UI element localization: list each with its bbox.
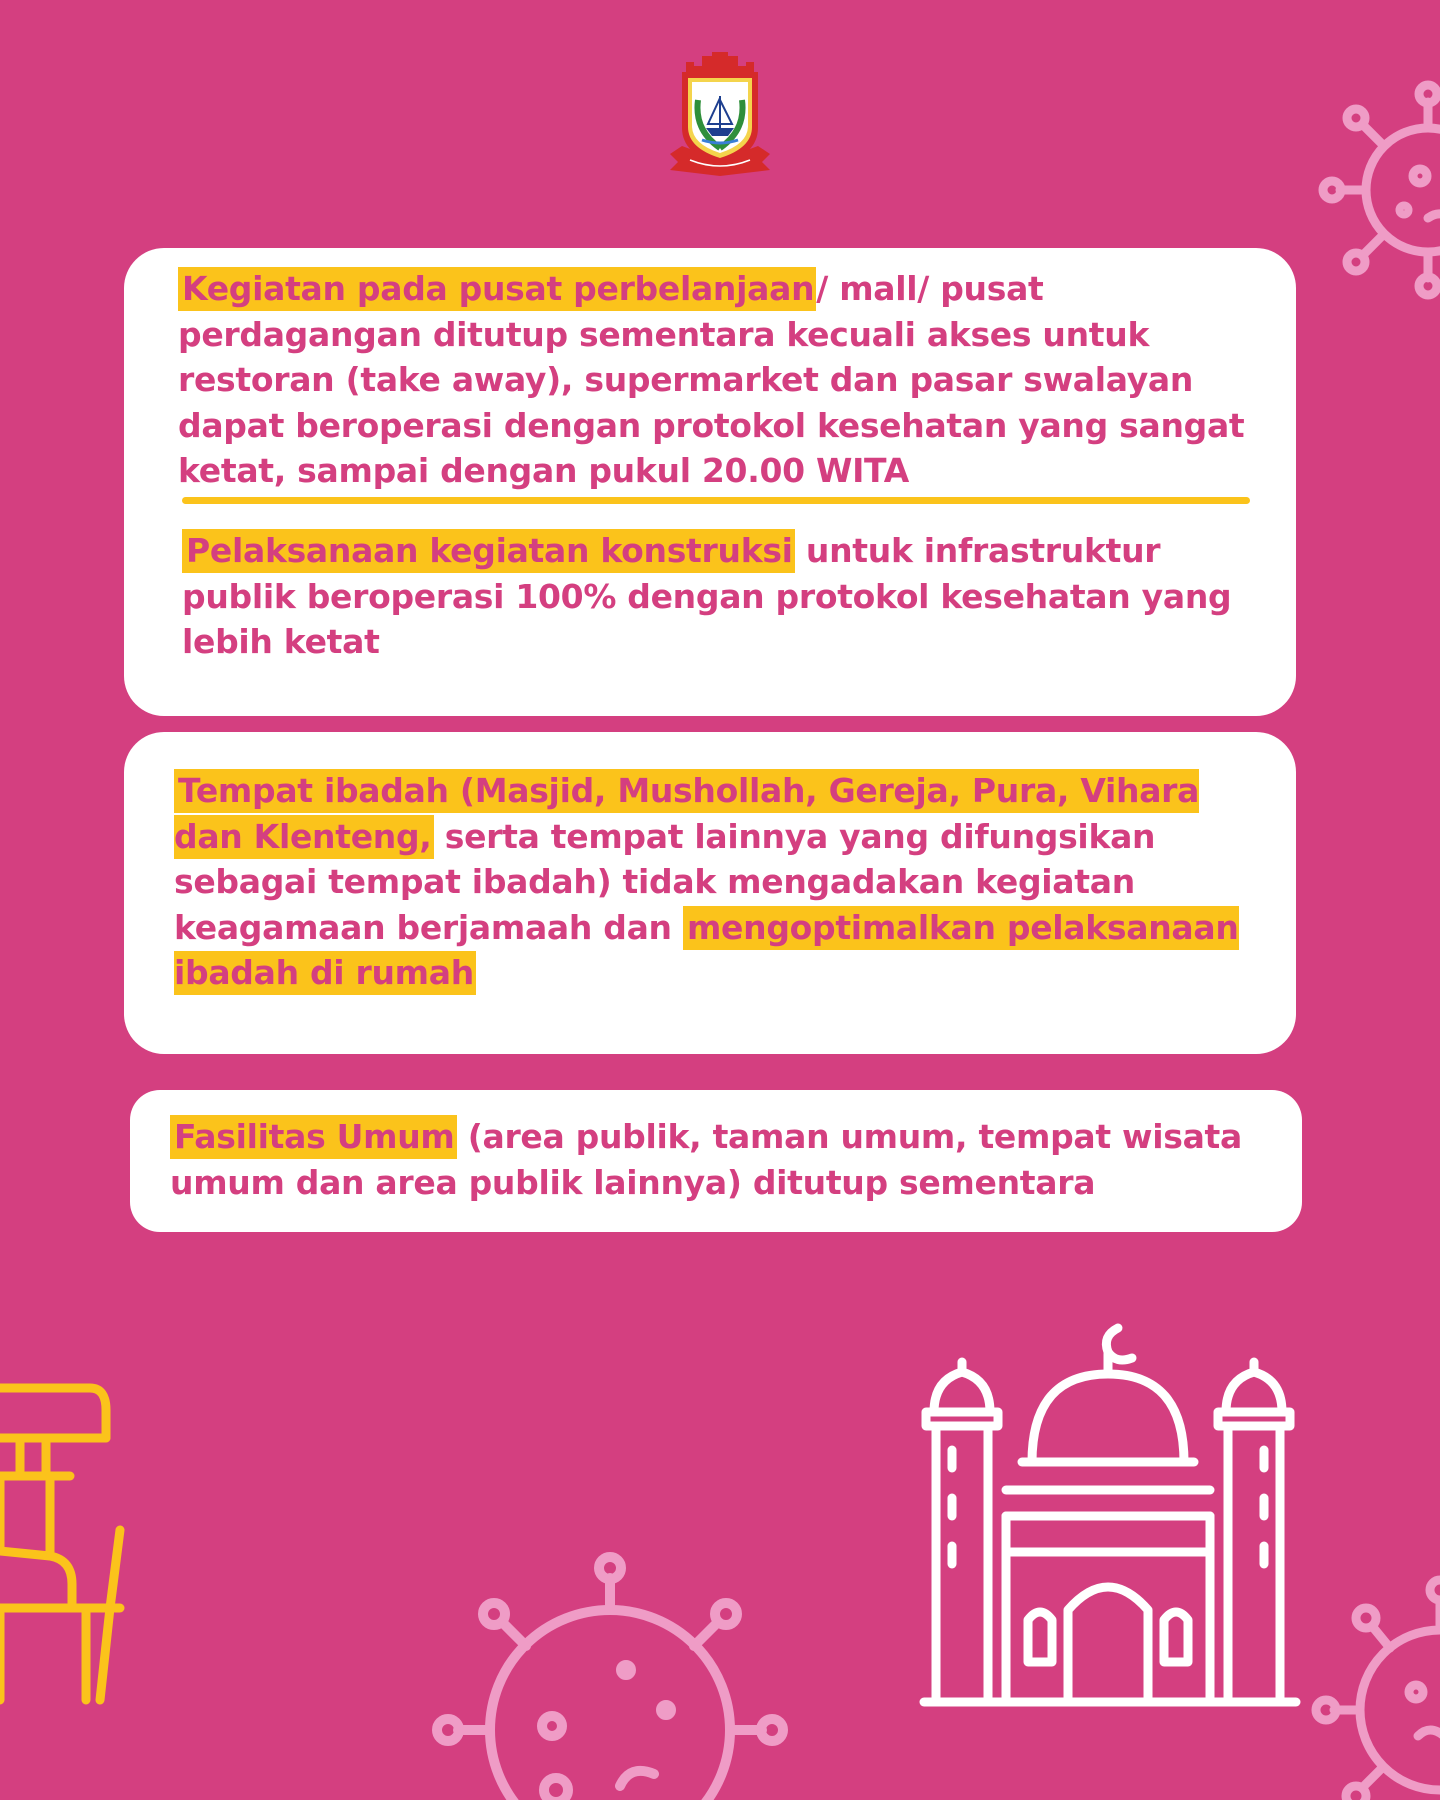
worship-text: serta tempat lainnya yang difungsikan sebagai tempat ibadah) tidak mengadakan kegiatan keagamaan berjamaah dan bbox=[174, 816, 1156, 947]
info-card-worship bbox=[124, 732, 1296, 1054]
highlight-construction: Pelaksanaan kegiatan konstruksi bbox=[182, 529, 795, 573]
public-facilities-paragraph bbox=[170, 1114, 1270, 1205]
construction-text: untuk infrastruktur publik beroperasi 100% dengan protokol kesehatan yang lebih ketat bbox=[182, 531, 1232, 661]
worship-paragraph bbox=[174, 768, 1264, 996]
virus-icon bbox=[1318, 80, 1440, 300]
highlight-worship-home: mengoptimalkan pelaksanaan ibadah di rumah bbox=[174, 906, 1239, 996]
mosque-icon bbox=[920, 1320, 1300, 1710]
info-card-shopping-construction bbox=[124, 248, 1296, 716]
yellow-divider bbox=[182, 497, 1250, 504]
public-facilities-text: (area publik, taman umum, tempat wisata umum dan area publik lainnya) ditutup sementara bbox=[170, 1117, 1242, 1202]
shopping-text: / mall/ pusat perdagangan ditutup sementara kecuali akses untuk restoran (take away), supermarket dan pasar swalayan dapat beroperasi dengan protokol kesehatan yang sangat ketat, sampai dengan pukul 20.00 WITA bbox=[178, 269, 1245, 490]
shopping-mall-paragraph bbox=[178, 266, 1268, 494]
virus-icon bbox=[1320, 1560, 1440, 1800]
city-emblem-icon bbox=[668, 50, 772, 180]
beach-umbrella-icon bbox=[0, 1380, 140, 1710]
highlight-shopping: Kegiatan pada pusat perbelanjaan bbox=[178, 267, 816, 311]
virus-icon bbox=[430, 1550, 790, 1800]
highlight-public-facilities: Fasilitas Umum bbox=[170, 1115, 457, 1159]
construction-paragraph bbox=[182, 528, 1272, 665]
highlight-worship: Tempat ibadah (Masjid, Mushollah, Gereja, Pura, Vihara dan Klenteng, bbox=[174, 769, 1199, 859]
info-card-public-facilities bbox=[130, 1090, 1302, 1232]
